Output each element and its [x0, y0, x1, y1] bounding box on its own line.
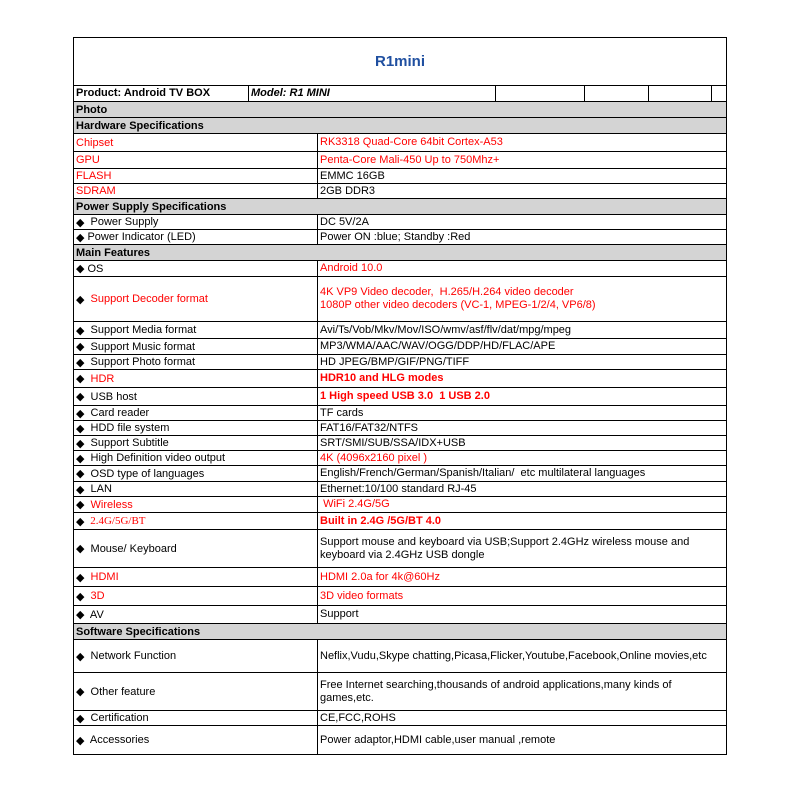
- spec-label-cell: [74, 436, 318, 450]
- spec-row: [74, 568, 726, 587]
- spec-label: Power Indicator (LED): [87, 231, 196, 243]
- spec-row: [74, 587, 726, 606]
- spec-row: [74, 726, 726, 754]
- bullet-icon: ◆: [76, 422, 85, 435]
- bullet-icon: ◆: [76, 483, 85, 496]
- bullet-icon: ◆: [76, 543, 85, 555]
- spec-row: [74, 606, 726, 624]
- spec-label: High Definition video output: [87, 452, 226, 464]
- bullet-icon: ◆: [76, 231, 85, 244]
- spec-sheet: [73, 37, 727, 755]
- spec-row: [74, 152, 726, 169]
- spec-row: [74, 277, 726, 322]
- title-row: [74, 38, 726, 86]
- spec-label-cell: [74, 530, 318, 567]
- spec-label: HDR: [87, 372, 115, 385]
- spec-label-cell: [74, 640, 318, 672]
- spec-row: [74, 169, 726, 184]
- spec-label-cell: [74, 451, 318, 465]
- spec-value: WiFi 2.4G/5G: [320, 498, 390, 510]
- spec-label: Support Music format: [87, 340, 196, 353]
- bullet-icon: ◆: [76, 571, 85, 584]
- sections-container: [74, 118, 726, 754]
- spec-value: Ethernet:10/100 standard RJ-45: [320, 482, 477, 495]
- spec-row: [74, 355, 726, 370]
- spec-row: [74, 530, 726, 568]
- document-title: R1mini: [374, 53, 425, 70]
- spec-value: Free Internet searching,thousands of android applications,many kinds of games,etc.: [320, 678, 675, 704]
- spec-value: 1 High speed USB 3.0 1 USB 2.0: [320, 390, 490, 402]
- spec-value: 2GB DDR3: [320, 184, 376, 197]
- spec-row: [74, 711, 726, 726]
- spec-label-cell: [74, 606, 318, 623]
- bullet-icon: ◆: [76, 650, 85, 663]
- spec-value: FAT16/FAT32/NTFS: [320, 421, 419, 434]
- spec-row: [74, 370, 726, 388]
- bullet-icon: ◆: [76, 293, 85, 306]
- section-title: Software Specifications: [76, 625, 201, 638]
- spec-label: Wireless: [87, 498, 133, 511]
- spec-label: FLASH: [76, 170, 112, 182]
- bullet-icon: ◆: [76, 734, 85, 747]
- spec-value: Neflix,Vudu,Skype chatting,Picasa,Flicker,Youtube,Facebook,Online movies,etc: [320, 649, 707, 662]
- bullet-icon: ◆: [76, 263, 85, 275]
- spec-label: USB host: [87, 390, 137, 403]
- spec-label-cell: [74, 277, 318, 321]
- product-header-row: [74, 86, 726, 102]
- section-title: Power Supply Specifications: [76, 200, 227, 213]
- spec-value: Support: [320, 608, 359, 620]
- spec-row: [74, 184, 726, 199]
- spec-value: DC 5V/2A: [320, 215, 369, 228]
- bullet-icon: ◆: [76, 686, 85, 698]
- spec-label: Other feature: [87, 685, 156, 698]
- spec-value: Power ON :blue; Standby :Red: [320, 230, 471, 243]
- spec-label: Power Supply: [87, 216, 159, 228]
- spec-row: [74, 230, 726, 245]
- spec-value: 4K VP9 Video decoder, H.265/H.264 video decoder 1080P other video decoders (VC-1, MPEG-1/2/4, VP6/8): [320, 286, 596, 311]
- bullet-icon: ◆: [76, 341, 85, 353]
- spec-label-cell: [74, 388, 318, 405]
- spec-row: [74, 640, 726, 673]
- product-cell: Product: Android TV BOX: [74, 86, 249, 101]
- spec-row: [74, 673, 726, 711]
- spec-label: Mouse/ Keyboard: [87, 542, 177, 555]
- spec-row: [74, 451, 726, 466]
- spec-row: [74, 339, 726, 355]
- spec-label-cell: [74, 339, 318, 354]
- bullet-icon: ◆: [76, 391, 85, 403]
- spec-label-cell: [74, 673, 318, 710]
- spec-label: Support Photo format: [87, 356, 196, 368]
- spec-label-cell: [74, 406, 318, 420]
- spec-value: CE,FCC,ROHS: [320, 711, 396, 724]
- empty-cell: [712, 86, 726, 101]
- spec-label: Support Media format: [87, 324, 197, 336]
- spec-label: 2.4G/5G/BT: [87, 515, 146, 527]
- spec-label-cell: [74, 355, 318, 369]
- spec-value: RK3318 Quad-Core 64bit Cortex-A53: [320, 136, 503, 148]
- photo-section-header: [74, 102, 726, 118]
- spec-row: [74, 322, 726, 339]
- spec-value: TF cards: [320, 406, 364, 419]
- spec-label-cell: [74, 568, 318, 586]
- spec-label: Certification: [87, 712, 149, 724]
- bullet-icon: ◆: [76, 499, 85, 511]
- spec-label: SDRAM: [76, 185, 116, 197]
- section-title: Hardware Specifications: [76, 119, 204, 132]
- spec-row: [74, 215, 726, 230]
- spec-value: MP3/WMA/AAC/WAV/OGG/DDP/HD/FLAC/APE: [320, 340, 556, 352]
- spec-label: AV: [87, 608, 104, 621]
- spec-label-cell: [74, 261, 318, 276]
- spec-row: [74, 497, 726, 513]
- spec-label: Accessories: [87, 734, 150, 746]
- bullet-icon: ◆: [76, 590, 85, 603]
- section-title: Main Features: [76, 246, 150, 259]
- bullet-icon: ◆: [76, 468, 85, 480]
- spec-row: [74, 513, 726, 530]
- spec-value: SRT/SMI/SUB/SSA/IDX+USB: [320, 436, 466, 449]
- spec-label-cell: [74, 726, 318, 754]
- spec-row: [74, 436, 726, 451]
- spec-label-cell: [74, 497, 318, 512]
- spec-value: Support mouse and keyboard via USB;Support 2.4GHz wireless mouse and keyboard via 2.4GHz USB dongle: [320, 535, 693, 561]
- spec-row: [74, 261, 726, 277]
- spec-value: HDMI 2.0a for 4k@60Hz: [320, 570, 440, 583]
- spec-label-cell: [74, 322, 318, 338]
- spec-label: HDMI: [87, 571, 119, 583]
- spec-label: HDD file system: [87, 422, 170, 434]
- spec-label: Card reader: [87, 407, 150, 419]
- spec-value: HDR10 and HLG modes: [320, 372, 444, 384]
- bullet-icon: ◆: [76, 356, 85, 369]
- spec-label: GPU: [76, 154, 100, 166]
- empty-cell: [496, 86, 585, 101]
- spec-value: Avi/Ts/Vob/Mkv/Mov/ISO/wmv/asf/flv/dat/mpg/mpeg: [320, 323, 572, 336]
- spec-label-cell: [74, 421, 318, 435]
- bullet-icon: ◆: [76, 407, 85, 420]
- empty-cell: [585, 86, 649, 101]
- bullet-icon: ◆: [76, 216, 85, 229]
- spec-value: Built in 2.4G /5G/BT 4.0: [320, 514, 442, 527]
- spec-value: HD JPEG/BMP/GIF/PNG/TIFF: [320, 355, 470, 368]
- spec-label-cell: [74, 482, 318, 496]
- spec-label-cell: [74, 513, 318, 529]
- bullet-icon: ◆: [76, 373, 85, 385]
- model-cell: Model: R1 MINI: [249, 86, 496, 101]
- spec-row: [74, 421, 726, 436]
- spec-value: Penta-Core Mali-450 Up to 750Mhz+: [320, 153, 500, 166]
- empty-cell: [649, 86, 712, 101]
- spec-label-cell: [74, 184, 318, 198]
- spec-label: OSD type of languages: [87, 467, 205, 480]
- spec-row: [74, 466, 726, 482]
- spec-value: Power adaptor,HDMI cable,user manual ,remote: [320, 733, 556, 746]
- spec-value: EMMC 16GB: [320, 169, 385, 182]
- section-header: [74, 118, 726, 134]
- spec-label-cell: [74, 152, 318, 168]
- spec-label: LAN: [87, 483, 112, 495]
- spec-label-cell: [74, 466, 318, 481]
- bullet-icon: ◆: [76, 324, 85, 337]
- spec-value: Android 10.0: [320, 262, 383, 274]
- spec-value: English/French/German/Spanish/Italian/ etc multilateral languages: [320, 467, 646, 479]
- section-header: [74, 199, 726, 215]
- spec-row: [74, 482, 726, 497]
- spec-label-cell: [74, 169, 318, 183]
- spec-value: 4K (4096x2160 pixel ): [320, 451, 428, 464]
- spec-label-cell: [74, 587, 318, 605]
- bullet-icon: ◆: [76, 452, 85, 465]
- section-header: [74, 624, 726, 640]
- spec-label: OS: [87, 262, 104, 275]
- section-header: [74, 245, 726, 261]
- photo-label: Photo: [76, 103, 108, 116]
- spec-label-cell: [74, 134, 318, 151]
- spec-label: 3D: [87, 590, 105, 602]
- spec-row: [74, 388, 726, 406]
- bullet-icon: ◆: [76, 515, 85, 528]
- spec-label: Chipset: [76, 136, 114, 149]
- bullet-icon: ◆: [76, 609, 85, 621]
- spec-label-cell: [74, 711, 318, 725]
- spec-row: [74, 406, 726, 421]
- spec-label-cell: [74, 215, 318, 229]
- spec-label: Support Subtitle: [87, 437, 169, 449]
- bullet-icon: ◆: [76, 437, 85, 450]
- spec-row: [74, 134, 726, 152]
- spec-label-cell: [74, 230, 318, 244]
- spec-value: 3D video formats: [320, 589, 404, 602]
- spec-label: Support Decoder format: [87, 293, 208, 305]
- spec-label-cell: [74, 370, 318, 387]
- spec-label: Network Function: [87, 650, 177, 662]
- bullet-icon: ◆: [76, 712, 85, 725]
